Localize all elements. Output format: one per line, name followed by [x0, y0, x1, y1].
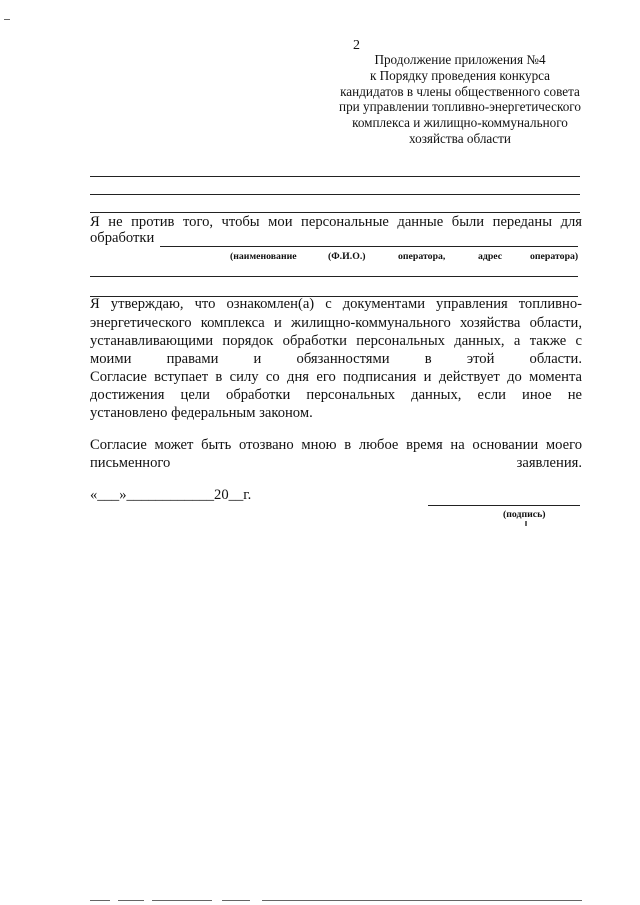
- header-line: к Порядку проведения конкурса: [369, 67, 551, 83]
- blank-line: [90, 212, 580, 213]
- header-line: комплекса и жилищно-коммунального: [352, 115, 568, 131]
- caption-operator-end: оператора): [530, 251, 579, 262]
- scan-mark: [262, 900, 582, 901]
- header-line: Продолжение приложения №4: [374, 52, 546, 67]
- ack-line: Я утверждаю, что ознакомлен(а) с документами управления топливно-: [90, 296, 582, 312]
- revocation-end-word: заявления.: [516, 455, 582, 471]
- scan-mark: [4, 19, 10, 20]
- ack-line: моими правами и обязанностями в этой области.: [90, 351, 582, 367]
- revocation-word: письменного: [90, 455, 171, 471]
- header-line: хозяйства области: [409, 130, 511, 146]
- consent-line-2: [90, 230, 582, 247]
- scan-mark: [118, 900, 144, 901]
- revocation-line-1: Согласие может быть отозвано мною в любое время на основании моего: [90, 437, 582, 453]
- header-line: при управлении топливно-энергетического: [339, 99, 581, 115]
- scan-mark: [90, 900, 110, 901]
- caption-operator: оператора,: [398, 251, 446, 262]
- scan-mark: [152, 900, 212, 901]
- caption-address: адрес: [478, 251, 503, 262]
- scan-mark: [222, 900, 250, 901]
- consent-word: обработки: [90, 230, 155, 246]
- ack-line: устанавливающими порядок обработки персональных данных, а также с: [90, 333, 582, 349]
- ack-line: Согласие вступает в силу со дня его подписания и действует до момента: [90, 369, 582, 385]
- header-line: кандидатов в члены общественного совета: [340, 83, 580, 99]
- blank-line: [90, 194, 580, 195]
- blank-line: [90, 276, 578, 277]
- consent-line-1: Я не против того, чтобы мои персональные данные были переданы для: [90, 214, 582, 230]
- revocation-line-2: [90, 455, 582, 472]
- signature-caption: (подпись): [503, 509, 546, 520]
- ack-line: установлено федеральным законом.: [90, 405, 313, 421]
- page-number: 2: [353, 38, 360, 53]
- ack-line: энергетического комплекса и жилищно-коммунального хозяйства области,: [90, 315, 582, 331]
- scan-mark: [525, 521, 527, 526]
- date-field: «___»____________20__г.: [90, 487, 252, 503]
- operator-blank-line: [160, 246, 578, 247]
- ack-line: достижения цели обработки персональных данных, если иное не: [90, 387, 582, 403]
- appendix-header: [330, 52, 590, 147]
- caption-name: (наименование: [230, 251, 297, 262]
- blank-line: [90, 176, 580, 177]
- caption-fio: (Ф.И.О.): [328, 251, 366, 262]
- signature-line: [428, 505, 580, 506]
